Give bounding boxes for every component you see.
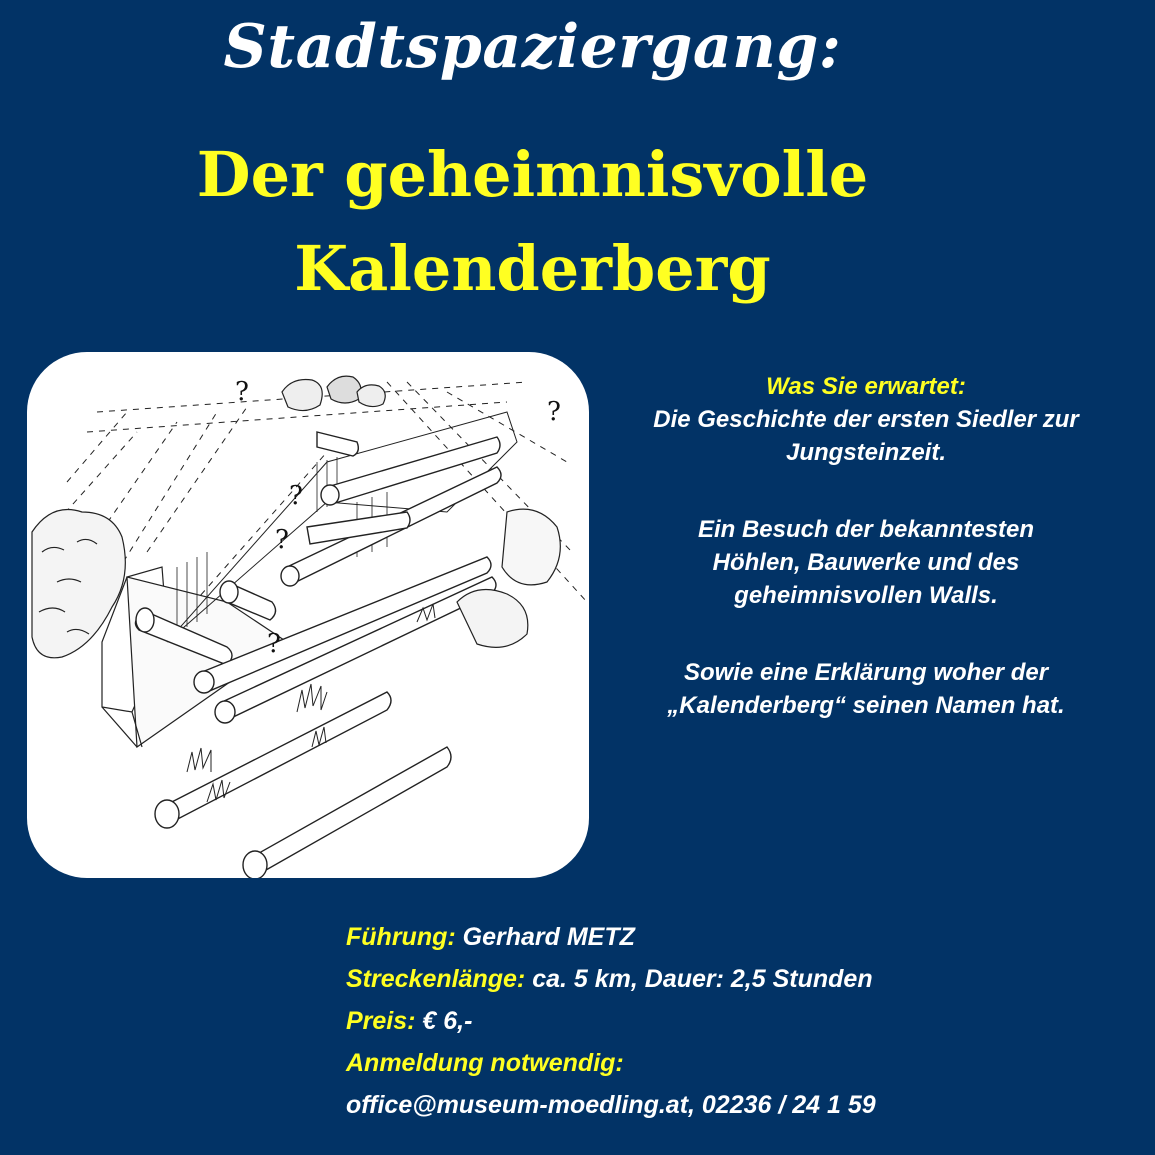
title-line-3: Kalenderberg bbox=[294, 232, 771, 305]
guide-label: Führung: bbox=[346, 923, 456, 951]
price-row bbox=[346, 1000, 876, 1042]
svg-text:?: ? bbox=[267, 629, 281, 659]
guide-row bbox=[346, 916, 876, 958]
title-event-name bbox=[0, 128, 1065, 316]
distance-row bbox=[346, 958, 876, 1000]
svg-text:?: ? bbox=[289, 481, 303, 511]
expectations-history: Die Geschichte der ersten Siedler zur Jungsteinzeit. bbox=[653, 406, 1079, 466]
distance-label: Streckenlänge: bbox=[346, 965, 526, 993]
svg-text:?: ? bbox=[547, 397, 561, 427]
contact-info[interactable]: office@museum-moedling.at, 02236 / 24 1 59 bbox=[346, 1091, 876, 1119]
expectations-section bbox=[612, 370, 1120, 722]
tour-details bbox=[346, 916, 876, 1126]
expectations-name-explanation: Sowie eine Erklärung woher der „Kalenderberg“ seinen Namen hat. bbox=[667, 659, 1065, 719]
rampart-sketch-svg bbox=[27, 352, 589, 878]
price-label: Preis: bbox=[346, 1007, 416, 1035]
registration-label: Anmeldung notwendig: bbox=[346, 1049, 624, 1077]
expectations-heading: Was Sie erwartet: bbox=[766, 373, 966, 400]
title-stadtspaziergang: Stadtspaziergang: bbox=[223, 12, 842, 82]
price-value: € 6,- bbox=[415, 1007, 473, 1035]
guide-value: Gerhard METZ bbox=[455, 923, 635, 951]
svg-text:?: ? bbox=[235, 377, 249, 407]
distance-value: ca. 5 km, Dauer: 2,5 Stunden bbox=[525, 965, 873, 993]
title-line-2: Der geheimnisvolle bbox=[196, 138, 869, 211]
svg-text:?: ? bbox=[275, 525, 289, 555]
registration-row bbox=[346, 1042, 876, 1084]
rampart-illustration bbox=[27, 352, 589, 878]
expectations-visit: Ein Besuch der bekanntesten Höhlen, Bauwerke und des geheimnisvollen Walls. bbox=[697, 516, 1035, 609]
